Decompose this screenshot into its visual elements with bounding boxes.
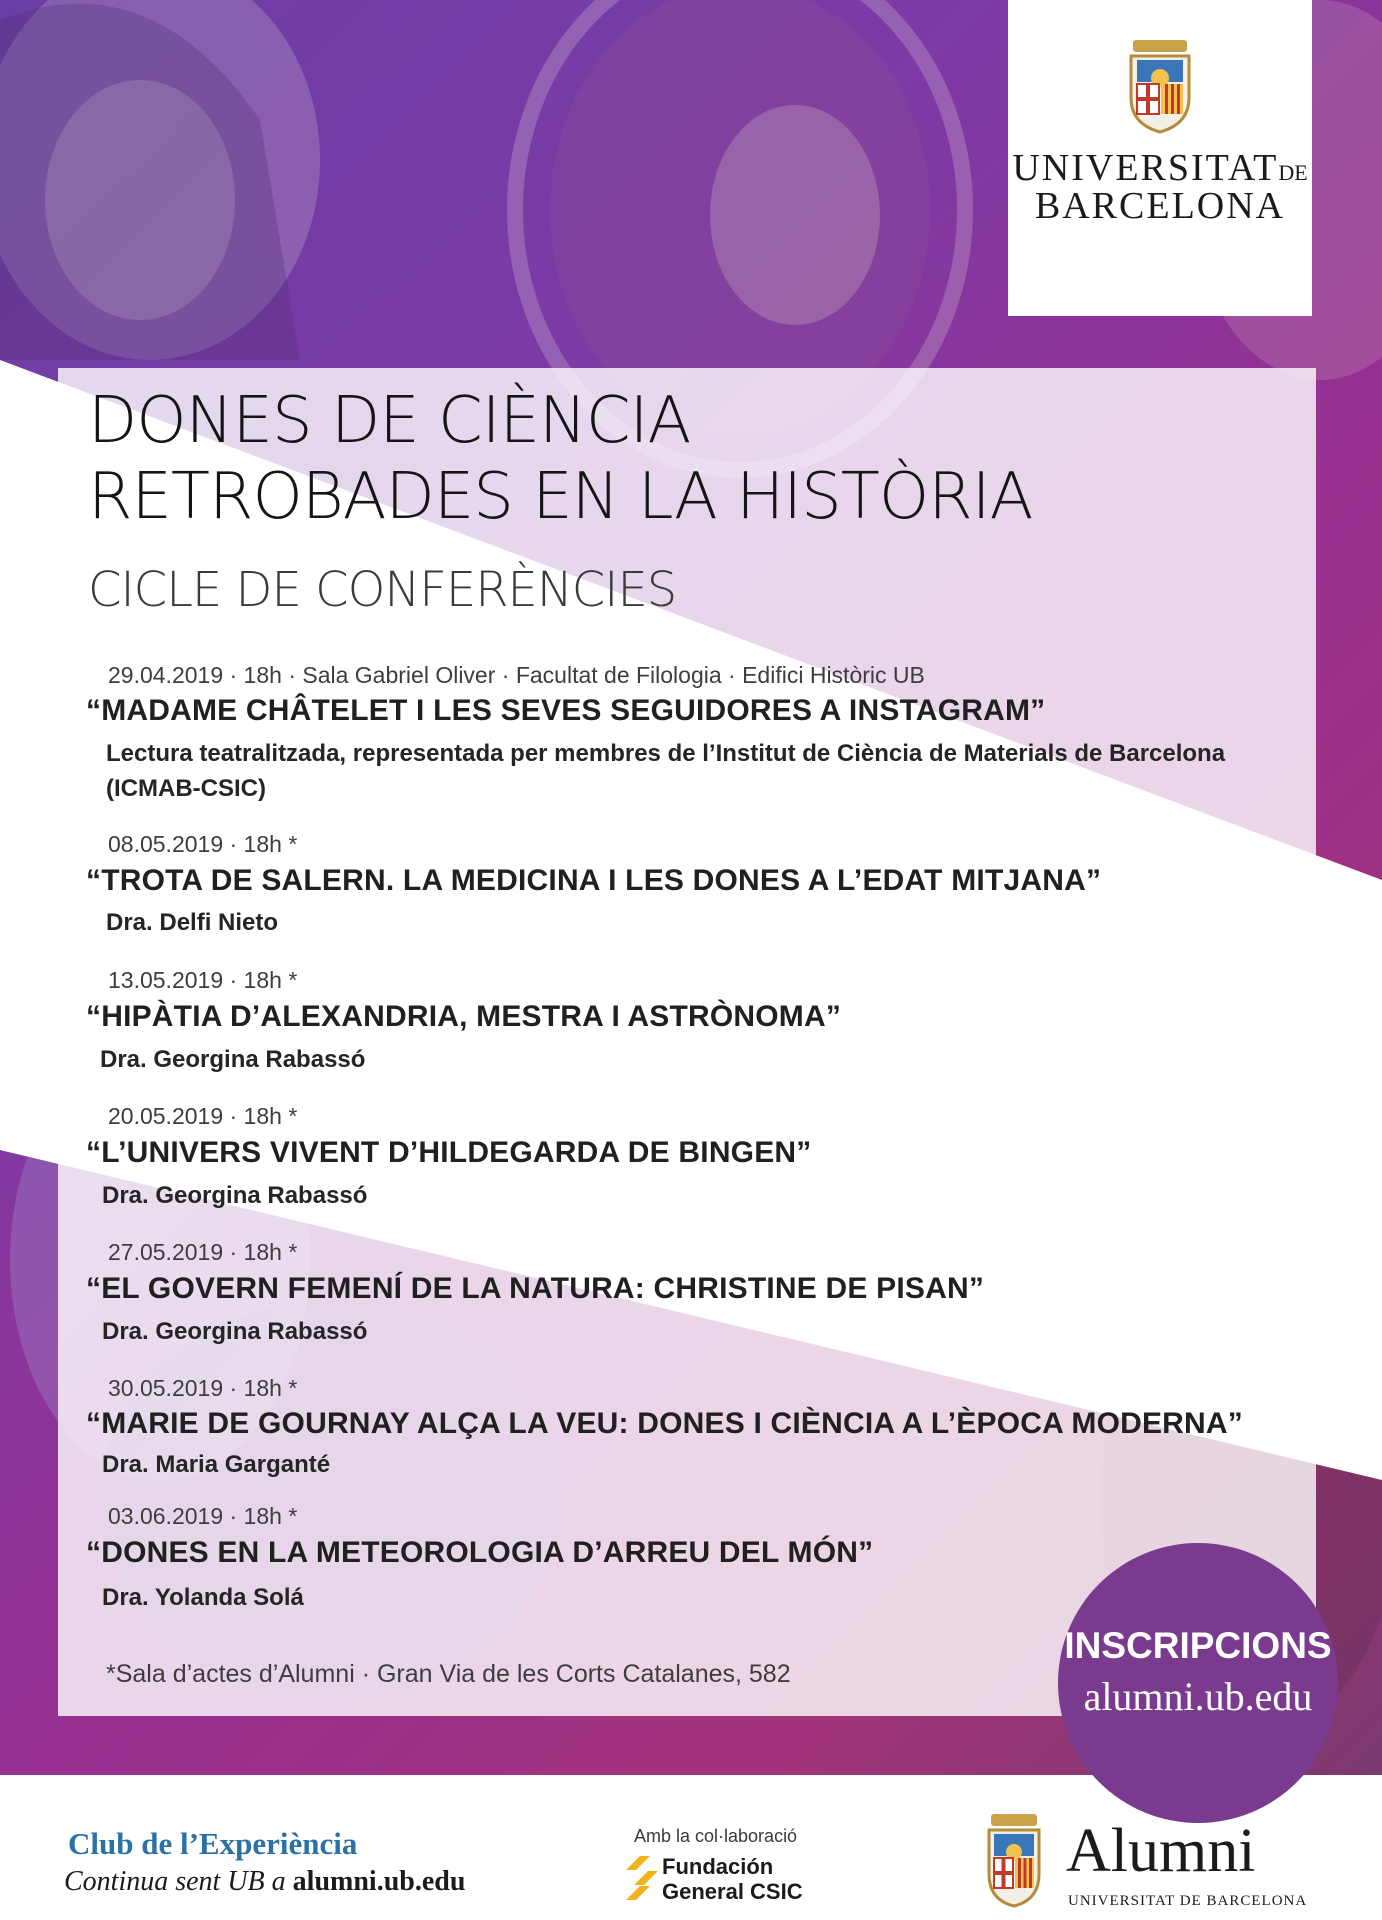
event-description: Dra. Yolanda Solá	[102, 1584, 304, 1611]
csic-name-line-1: Fundación	[662, 1854, 774, 1879]
university-logo[interactable]	[1008, 0, 1312, 316]
club-tagline-text: Continua sent UB a	[64, 1866, 286, 1897]
signup-url[interactable]: alumni.ub.edu	[1083, 1674, 1313, 1719]
event-title: “TROTA DE SALERN. LA MEDICINA I LES DONES A L’EDAT MITJANA”	[86, 864, 1102, 897]
alumni-shield-icon	[985, 1812, 1043, 1908]
event-title: “MADAME CHÂTELET I LES SEVES SEGUIDORES A INSTAGRAM”	[86, 694, 1046, 727]
title-line-1: DONES DE CIÈNCIA	[88, 384, 691, 458]
event-title: “HIPÀTIA D’ALEXANDRIA, MESTRA I ASTRÒNOMA”	[86, 1000, 842, 1033]
university-shield-icon	[1125, 38, 1195, 134]
event-description: Dra. Delfi Nieto	[106, 909, 279, 936]
venue-footnote: *Sala d’actes d’Alumni · Gran Via de les Corts Catalanes, 582	[106, 1660, 791, 1688]
event-date: 30.05.2019 · 18h *	[108, 1375, 298, 1401]
signup-label: INSCRIPCIONS	[1064, 1625, 1332, 1666]
signup-button[interactable]	[1058, 1543, 1338, 1823]
event-description: Dra. Georgina Rabassó	[102, 1182, 368, 1209]
event-title: “MARIE DE GOURNAY ALÇA LA VEU: DONES I CIÈNCIA A L’ÈPOCA MODERNA”	[86, 1407, 1243, 1440]
event-date: 03.06.2019 · 18h *	[108, 1503, 298, 1529]
csic-stripes-icon	[626, 1856, 658, 1900]
event-date: 08.05.2019 · 18h *	[108, 831, 298, 857]
club-title: Club de l’Experiència	[68, 1826, 358, 1861]
event-description: Dra. Georgina Rabassó	[102, 1318, 368, 1345]
university-name-de: DE	[1278, 160, 1308, 185]
event-description: Dra. Maria Garganté	[102, 1451, 331, 1478]
event-title: “L’UNIVERS VIVENT D’HILDEGARDA DE BINGEN”	[86, 1136, 812, 1169]
alumni-subtitle: UNIVERSITAT DE BARCELONA	[1068, 1893, 1308, 1909]
event-title: “DONES EN LA METEOROLOGIA D’ARREU DEL MÓN”	[86, 1536, 874, 1569]
event-date: 29.04.2019 · 18h · Sala Gabriel Oliver · Facultat de Filologia · Edifici Històric UB	[108, 662, 925, 688]
collaboration-label: Amb la col·laboració	[634, 1826, 798, 1846]
event-description: Dra. Georgina Rabassó	[100, 1046, 366, 1073]
event-date: 13.05.2019 · 18h *	[108, 967, 298, 993]
university-name-line-1: UNIVERSITATDE	[1012, 147, 1308, 189]
title-line-2: RETROBADES EN LA HISTÒRIA	[88, 460, 1033, 534]
club-tagline	[64, 1866, 465, 1898]
event-description: Lectura teatralitzada, representada per membres de l’Institut de Ciència de Materials de Barcelona (ICMAB-CSIC)	[106, 740, 1226, 802]
csic-name-line-2: General CSIC	[662, 1879, 803, 1904]
event-date: 27.05.2019 · 18h *	[108, 1239, 298, 1265]
event-date: 20.05.2019 · 18h *	[108, 1103, 298, 1129]
subtitle: CICLE DE CONFERÈNCIES	[88, 562, 677, 618]
event-title: “EL GOVERN FEMENÍ DE LA NATURA: CHRISTINE DE PISAN”	[86, 1272, 985, 1305]
club-url[interactable]: alumni.ub.edu	[292, 1866, 466, 1897]
university-name-line-2: BARCELONA	[1034, 185, 1286, 227]
alumni-wordmark: Alumni	[1066, 1817, 1256, 1885]
